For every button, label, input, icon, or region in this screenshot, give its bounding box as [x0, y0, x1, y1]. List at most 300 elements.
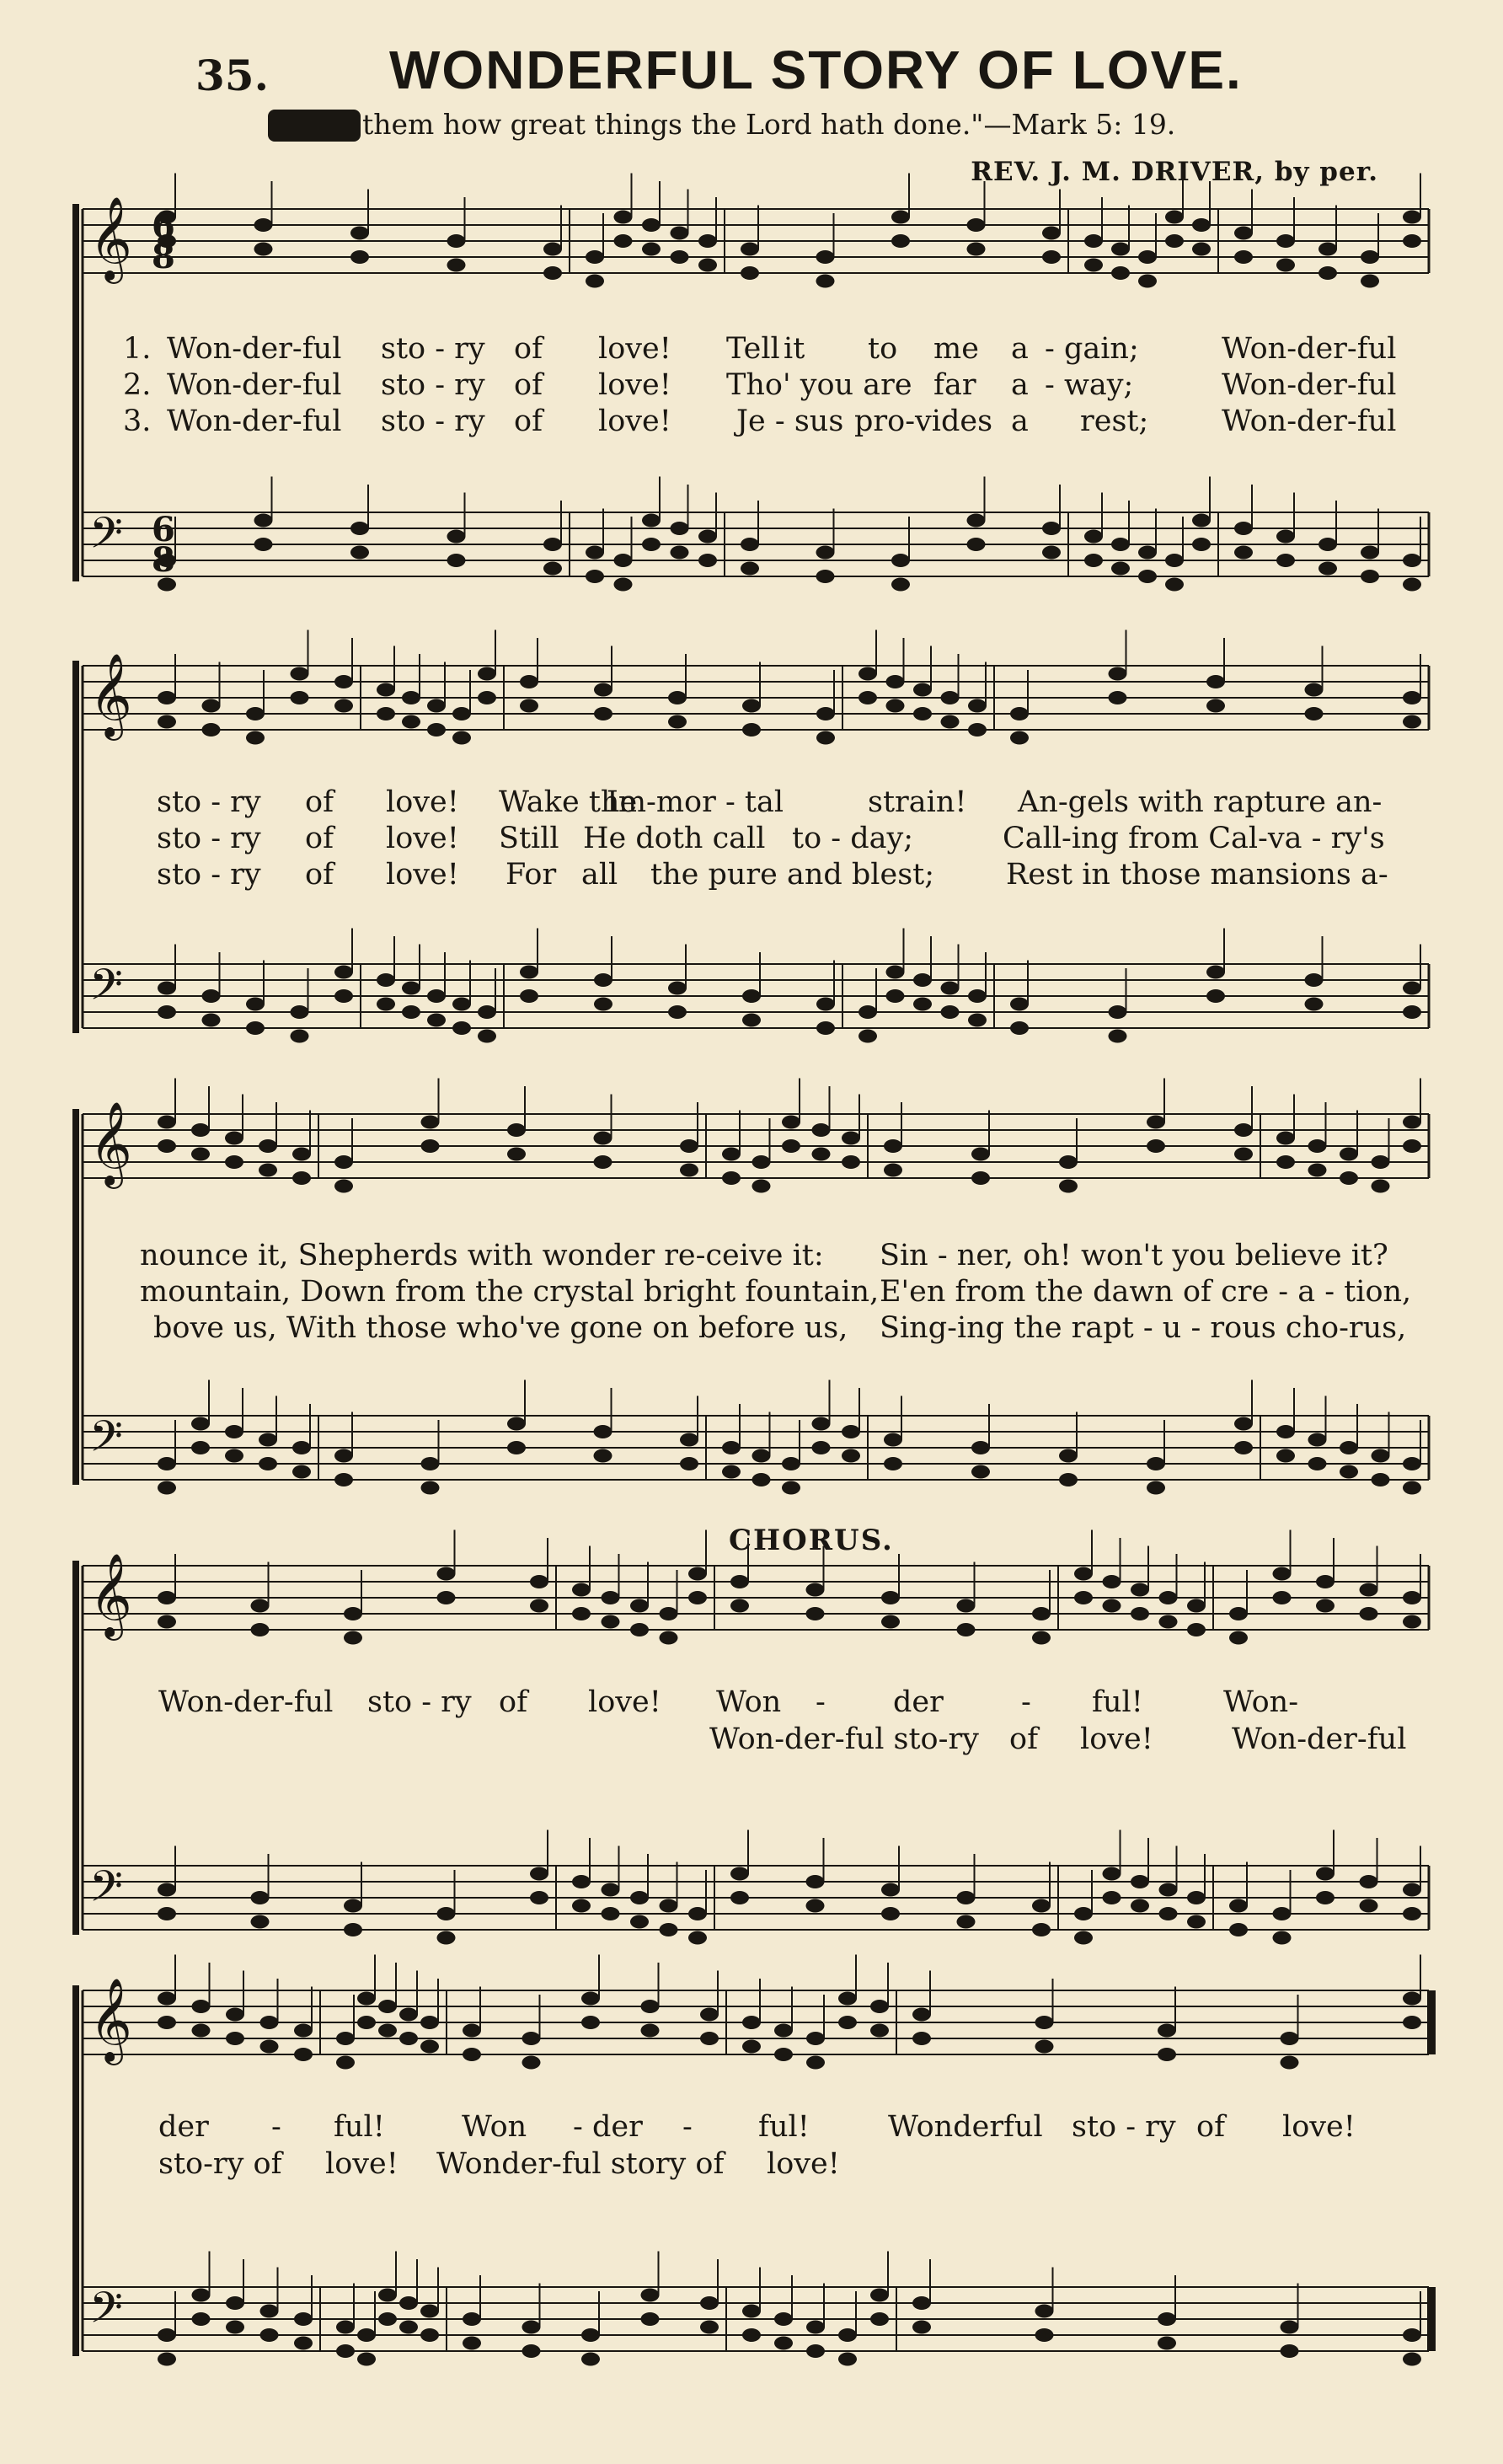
notehead [344, 1899, 362, 1913]
notehead [630, 1623, 649, 1636]
notehead [742, 2305, 761, 2318]
notehead [1165, 211, 1184, 224]
lyric-syllable: Rest in those mansions a- [1006, 858, 1388, 892]
notehead [191, 1123, 210, 1137]
notehead [226, 2008, 244, 2022]
notehead [1187, 1623, 1206, 1636]
notehead [1010, 998, 1029, 1011]
notehead [782, 1116, 800, 1129]
notehead [806, 2321, 825, 2334]
lyric-syllable: sto - ry [157, 858, 261, 892]
notehead [1276, 1132, 1295, 1145]
notehead [886, 675, 905, 688]
lyric-syllable: Won [716, 1685, 782, 1719]
notehead [912, 2296, 931, 2310]
lyric-syllable: Won-der-ful [167, 404, 342, 438]
notehead [971, 1441, 990, 1454]
notehead [581, 2353, 600, 2366]
notehead [1403, 2353, 1421, 2366]
notehead [782, 1481, 800, 1495]
bass-clef: 𝄢 [89, 1861, 123, 1922]
notehead [891, 211, 910, 224]
notehead [225, 1449, 243, 1463]
notehead [1138, 250, 1157, 264]
notehead [806, 2056, 825, 2070]
notehead [742, 1014, 761, 1027]
notehead [1403, 2016, 1421, 2029]
notehead [350, 227, 369, 240]
notehead [1305, 998, 1324, 1011]
notehead [246, 731, 265, 745]
lyric-line-s5-bottom [0, 2147, 1503, 2181]
verse-number: 1. [123, 332, 152, 366]
notehead [427, 723, 446, 737]
notehead [427, 699, 446, 713]
notehead [594, 1449, 612, 1463]
notehead [1158, 2024, 1176, 2038]
notehead [291, 1005, 309, 1019]
lyric-syllable: Won-der-ful [158, 1685, 334, 1719]
notehead [1281, 2344, 1299, 2358]
notehead [913, 998, 932, 1011]
bass-clef: 𝄢 [89, 959, 123, 1020]
notehead [642, 218, 661, 232]
notehead [520, 966, 538, 979]
notehead [421, 1481, 440, 1495]
lyric-syllable: rest; [1080, 404, 1149, 438]
notehead [1403, 1116, 1421, 1129]
notehead [447, 259, 466, 272]
notehead [520, 699, 538, 713]
notehead [1229, 1631, 1248, 1645]
lyric-syllable: a [1011, 404, 1029, 438]
notehead [399, 2032, 418, 2045]
notehead [1035, 2040, 1054, 2054]
notehead [572, 1583, 591, 1597]
lyric-syllable: the pure and blest; [650, 858, 935, 892]
notehead [1138, 546, 1157, 560]
notehead [336, 2032, 355, 2045]
notehead [891, 554, 910, 567]
notehead [594, 1425, 612, 1438]
lyric-syllable: of [499, 1685, 528, 1719]
time-signature-bass: 6 [152, 510, 175, 549]
notehead [158, 1457, 176, 1470]
lyric-syllable: - der [573, 2110, 643, 2144]
notehead [507, 1441, 526, 1454]
notehead [530, 1891, 548, 1904]
notehead [858, 667, 877, 681]
lyric-syllable: Won-der-ful [167, 332, 342, 366]
notehead [399, 2321, 418, 2334]
notehead [1103, 1599, 1121, 1613]
lyric-line-s4-bottom [0, 1722, 1503, 1756]
notehead [543, 266, 562, 280]
notehead [402, 982, 420, 995]
notehead [602, 1615, 620, 1629]
lyric-phrase: nounce it, Shepherds with wonder re-ceive it: [140, 1239, 824, 1272]
lyric-line-s3-v3 [0, 1311, 1503, 1345]
notehead [967, 514, 986, 528]
notehead [688, 1591, 707, 1604]
notehead [572, 1899, 591, 1913]
notehead [602, 1883, 620, 1897]
notehead [1403, 1481, 1421, 1495]
notehead [420, 2305, 439, 2318]
notehead [427, 989, 446, 1003]
notehead [816, 250, 835, 264]
notehead [1084, 234, 1103, 248]
lyric-syllable: Won [462, 2110, 527, 2144]
notehead [1084, 530, 1103, 544]
hymn-title: WONDERFUL STORY OF LOVE. [389, 40, 1243, 100]
notehead [838, 1992, 857, 2006]
notehead [1403, 1139, 1421, 1153]
notehead [774, 2024, 793, 2038]
lyric-syllable: sto - ry [157, 785, 261, 819]
lyric-syllable: Won-der-ful [167, 368, 342, 402]
notehead [350, 522, 369, 535]
notehead [671, 522, 689, 535]
notehead [1147, 1116, 1165, 1129]
notehead [254, 243, 273, 256]
notehead [254, 538, 273, 551]
notehead [1042, 546, 1061, 560]
notehead [741, 243, 759, 256]
lyric-line-s2-v2 [0, 822, 1503, 855]
notehead [913, 973, 932, 987]
notehead [730, 1599, 749, 1613]
notehead [507, 1123, 526, 1137]
notehead [420, 2328, 439, 2342]
notehead [1103, 1575, 1121, 1588]
notehead [1360, 1607, 1378, 1620]
notehead [226, 2296, 244, 2310]
notehead [260, 2305, 279, 2318]
notehead [630, 1891, 649, 1904]
notehead [357, 2016, 376, 2029]
bass-clef: 𝄢 [89, 507, 123, 569]
notehead [158, 1139, 176, 1153]
notehead [1032, 1923, 1051, 1936]
notehead [463, 2337, 481, 2350]
notehead [192, 2000, 211, 2013]
lyric-syllable: - way; [1045, 368, 1134, 402]
notehead [1032, 1631, 1051, 1645]
notehead [452, 731, 471, 745]
notehead [1360, 1583, 1378, 1597]
notehead [1192, 243, 1211, 256]
notehead [941, 1005, 960, 1019]
notehead [1403, 578, 1421, 592]
notehead [507, 1417, 526, 1431]
notehead [251, 1891, 270, 1904]
notehead [660, 1923, 678, 1936]
notehead [680, 1139, 698, 1153]
notehead [463, 2048, 481, 2061]
notehead [522, 2321, 541, 2334]
notehead [158, 1116, 176, 1129]
notehead [447, 554, 466, 567]
notehead [1305, 683, 1324, 697]
notehead [812, 1417, 831, 1431]
notehead [594, 1155, 612, 1169]
lyric-phrase: Sing-ing the rapt - u - rous cho-rus, [880, 1311, 1407, 1345]
notehead [259, 1433, 277, 1447]
notehead [192, 2312, 211, 2326]
notehead [1340, 1171, 1358, 1185]
lyric-syllable: Call-ing from Cal-va - ry's [1003, 822, 1385, 855]
notehead [377, 683, 395, 697]
notehead [357, 2328, 376, 2342]
notehead [971, 1148, 990, 1161]
notehead [1276, 1155, 1295, 1169]
notehead [1074, 1931, 1093, 1945]
notehead [774, 2312, 793, 2326]
notehead [742, 723, 761, 737]
notehead [522, 2032, 541, 2045]
notehead [350, 546, 369, 560]
notehead [870, 2312, 889, 2326]
notehead [752, 1449, 771, 1463]
lyric-line-s1-v1 [0, 332, 1503, 366]
notehead [572, 1875, 591, 1888]
notehead [1187, 1915, 1206, 1929]
notehead [522, 2344, 541, 2358]
notehead [957, 1623, 976, 1636]
notehead [614, 578, 633, 592]
lyric-syllable: me [933, 332, 979, 366]
lyric-line-s4-top [0, 1685, 1503, 1719]
notehead [680, 1457, 698, 1470]
notehead [421, 1457, 440, 1470]
notehead [334, 966, 353, 979]
notehead [641, 2024, 660, 2038]
notehead [158, 715, 176, 729]
notehead [816, 1021, 835, 1035]
notehead [344, 1923, 362, 1936]
notehead [1276, 1425, 1295, 1438]
notehead [886, 966, 905, 979]
notehead [806, 1875, 825, 1888]
notehead [912, 2008, 931, 2022]
notehead [1276, 1449, 1295, 1463]
notehead [158, 2353, 176, 2366]
notehead [1111, 266, 1130, 280]
notehead [1111, 538, 1130, 551]
lyric-syllable: For [505, 858, 557, 892]
notehead [806, 1899, 825, 1913]
notehead [752, 1180, 771, 1193]
notehead [968, 989, 987, 1003]
lyric-line-s2-v3 [0, 858, 1503, 892]
lyric-syllable: sto - ry [381, 368, 485, 402]
lyric-line-s2-v1 [0, 785, 1503, 819]
notehead [202, 699, 221, 713]
notehead [1273, 1567, 1292, 1581]
notehead [225, 1425, 243, 1438]
notehead [202, 723, 221, 737]
notehead [334, 699, 353, 713]
notehead [158, 1615, 176, 1629]
notehead [730, 1867, 749, 1881]
notehead [774, 2337, 793, 2350]
notehead [1305, 973, 1324, 987]
notehead [816, 998, 835, 1011]
notehead [447, 530, 466, 544]
notehead [700, 2032, 719, 2045]
notehead [294, 2337, 313, 2350]
notehead [698, 234, 717, 248]
lyric-phrase: mountain, Down from the crystal bright fountain, [140, 1275, 880, 1309]
notehead [698, 554, 717, 567]
time-signature-treble: 8 [152, 237, 175, 276]
notehead [1234, 1123, 1253, 1137]
notehead [641, 2289, 660, 2302]
treble-clef: 𝄞 [89, 1553, 132, 1637]
notehead [1403, 982, 1421, 995]
notehead [1403, 1457, 1421, 1470]
notehead [1361, 546, 1379, 560]
notehead [698, 259, 717, 272]
notehead [891, 234, 910, 248]
lyric-syllable: He doth call [583, 822, 766, 855]
notehead [225, 1132, 243, 1145]
notehead [1074, 1907, 1093, 1920]
notehead [688, 1931, 707, 1945]
notehead [1403, 1005, 1421, 1019]
notehead [842, 1425, 860, 1438]
lyric-line-s1-v2 [0, 368, 1503, 402]
notehead [881, 1591, 900, 1604]
notehead [957, 1599, 976, 1613]
notehead [1138, 570, 1157, 583]
notehead [1403, 2328, 1421, 2342]
notehead [1318, 266, 1337, 280]
lyric-syllable: - [682, 2110, 693, 2144]
notehead [1131, 1583, 1149, 1597]
notehead [680, 1433, 698, 1447]
notehead [158, 2328, 176, 2342]
notehead [806, 2344, 825, 2358]
notehead [967, 218, 986, 232]
notehead [1316, 1891, 1335, 1904]
notehead [668, 691, 687, 704]
notehead [1372, 1449, 1390, 1463]
final-bar [1427, 2287, 1436, 2351]
notehead [1403, 1883, 1421, 1897]
lyric-syllable: An-gels with rapture an- [1018, 785, 1383, 819]
notehead [642, 538, 661, 551]
notehead [642, 514, 661, 528]
lyric-syllable: Je - sus [736, 404, 844, 438]
notehead [1316, 1867, 1335, 1881]
notehead [1131, 1607, 1149, 1620]
notehead [378, 2289, 397, 2302]
notehead [586, 275, 604, 288]
notehead [191, 1417, 210, 1431]
notehead [478, 691, 496, 704]
lyric-syllable: of [514, 332, 543, 366]
notehead [292, 1171, 311, 1185]
notehead [1165, 578, 1184, 592]
lyric-syllable: Won-der-ful [1222, 404, 1397, 438]
notehead [1035, 2328, 1054, 2342]
lyric-syllable: Won-der-ful [1222, 332, 1397, 366]
notehead [1276, 554, 1295, 567]
notehead [377, 998, 395, 1011]
notehead [1035, 2016, 1054, 2029]
notehead [1403, 691, 1421, 704]
notehead [1138, 275, 1157, 288]
notehead [291, 667, 309, 681]
lyric-syllable: love! [598, 404, 671, 438]
lyric-syllable: Still [499, 822, 559, 855]
notehead [838, 2016, 857, 2029]
notehead [1109, 691, 1127, 704]
notehead [1206, 699, 1225, 713]
time-signature-treble: 6 [152, 206, 175, 246]
lyric-syllable: ful! [334, 2110, 385, 2144]
notehead [421, 1116, 440, 1129]
notehead [1234, 1441, 1253, 1454]
notehead [1159, 1591, 1178, 1604]
notehead [1158, 2048, 1176, 2061]
verse-number: 2. [123, 368, 152, 402]
lyric-syllable: - gain; [1045, 332, 1139, 366]
notehead [452, 707, 471, 720]
notehead [1234, 1417, 1253, 1431]
notehead [202, 1014, 221, 1027]
lyric-syllable: love! [598, 368, 671, 402]
lyric-syllable: Won-der-ful [1232, 1722, 1407, 1756]
lyric-syllable: to [868, 332, 898, 366]
lyric-syllable: of [1009, 1722, 1039, 1756]
lyric-syllable: love! [767, 2147, 840, 2181]
notehead [968, 699, 987, 713]
notehead [688, 1567, 707, 1581]
notehead [1372, 1155, 1390, 1169]
notehead [884, 1457, 902, 1470]
notehead [1372, 1473, 1390, 1486]
notehead [437, 1907, 456, 1920]
treble-clef: 𝄞 [89, 653, 132, 737]
notehead [838, 2353, 857, 2366]
notehead [437, 1567, 456, 1581]
notehead [334, 1180, 353, 1193]
notehead [812, 1123, 831, 1137]
notehead [752, 1473, 771, 1486]
notehead [530, 1867, 548, 1881]
lyric-syllable: of [514, 404, 543, 438]
notehead [1206, 966, 1225, 979]
notehead [1010, 731, 1029, 745]
notehead [1042, 250, 1061, 264]
notehead [1234, 522, 1253, 535]
notehead [630, 1599, 649, 1613]
lyric-syllable: love! [1080, 1722, 1153, 1756]
notehead [1340, 1441, 1358, 1454]
notehead [259, 1164, 277, 1177]
notehead [614, 211, 633, 224]
treble-clef: 𝄞 [89, 1101, 132, 1186]
notehead [158, 2016, 176, 2029]
lyric-syllable: Tell [726, 332, 780, 366]
notehead [522, 2056, 541, 2070]
notehead [1308, 1139, 1327, 1153]
notehead [967, 243, 986, 256]
notehead [507, 1148, 526, 1161]
